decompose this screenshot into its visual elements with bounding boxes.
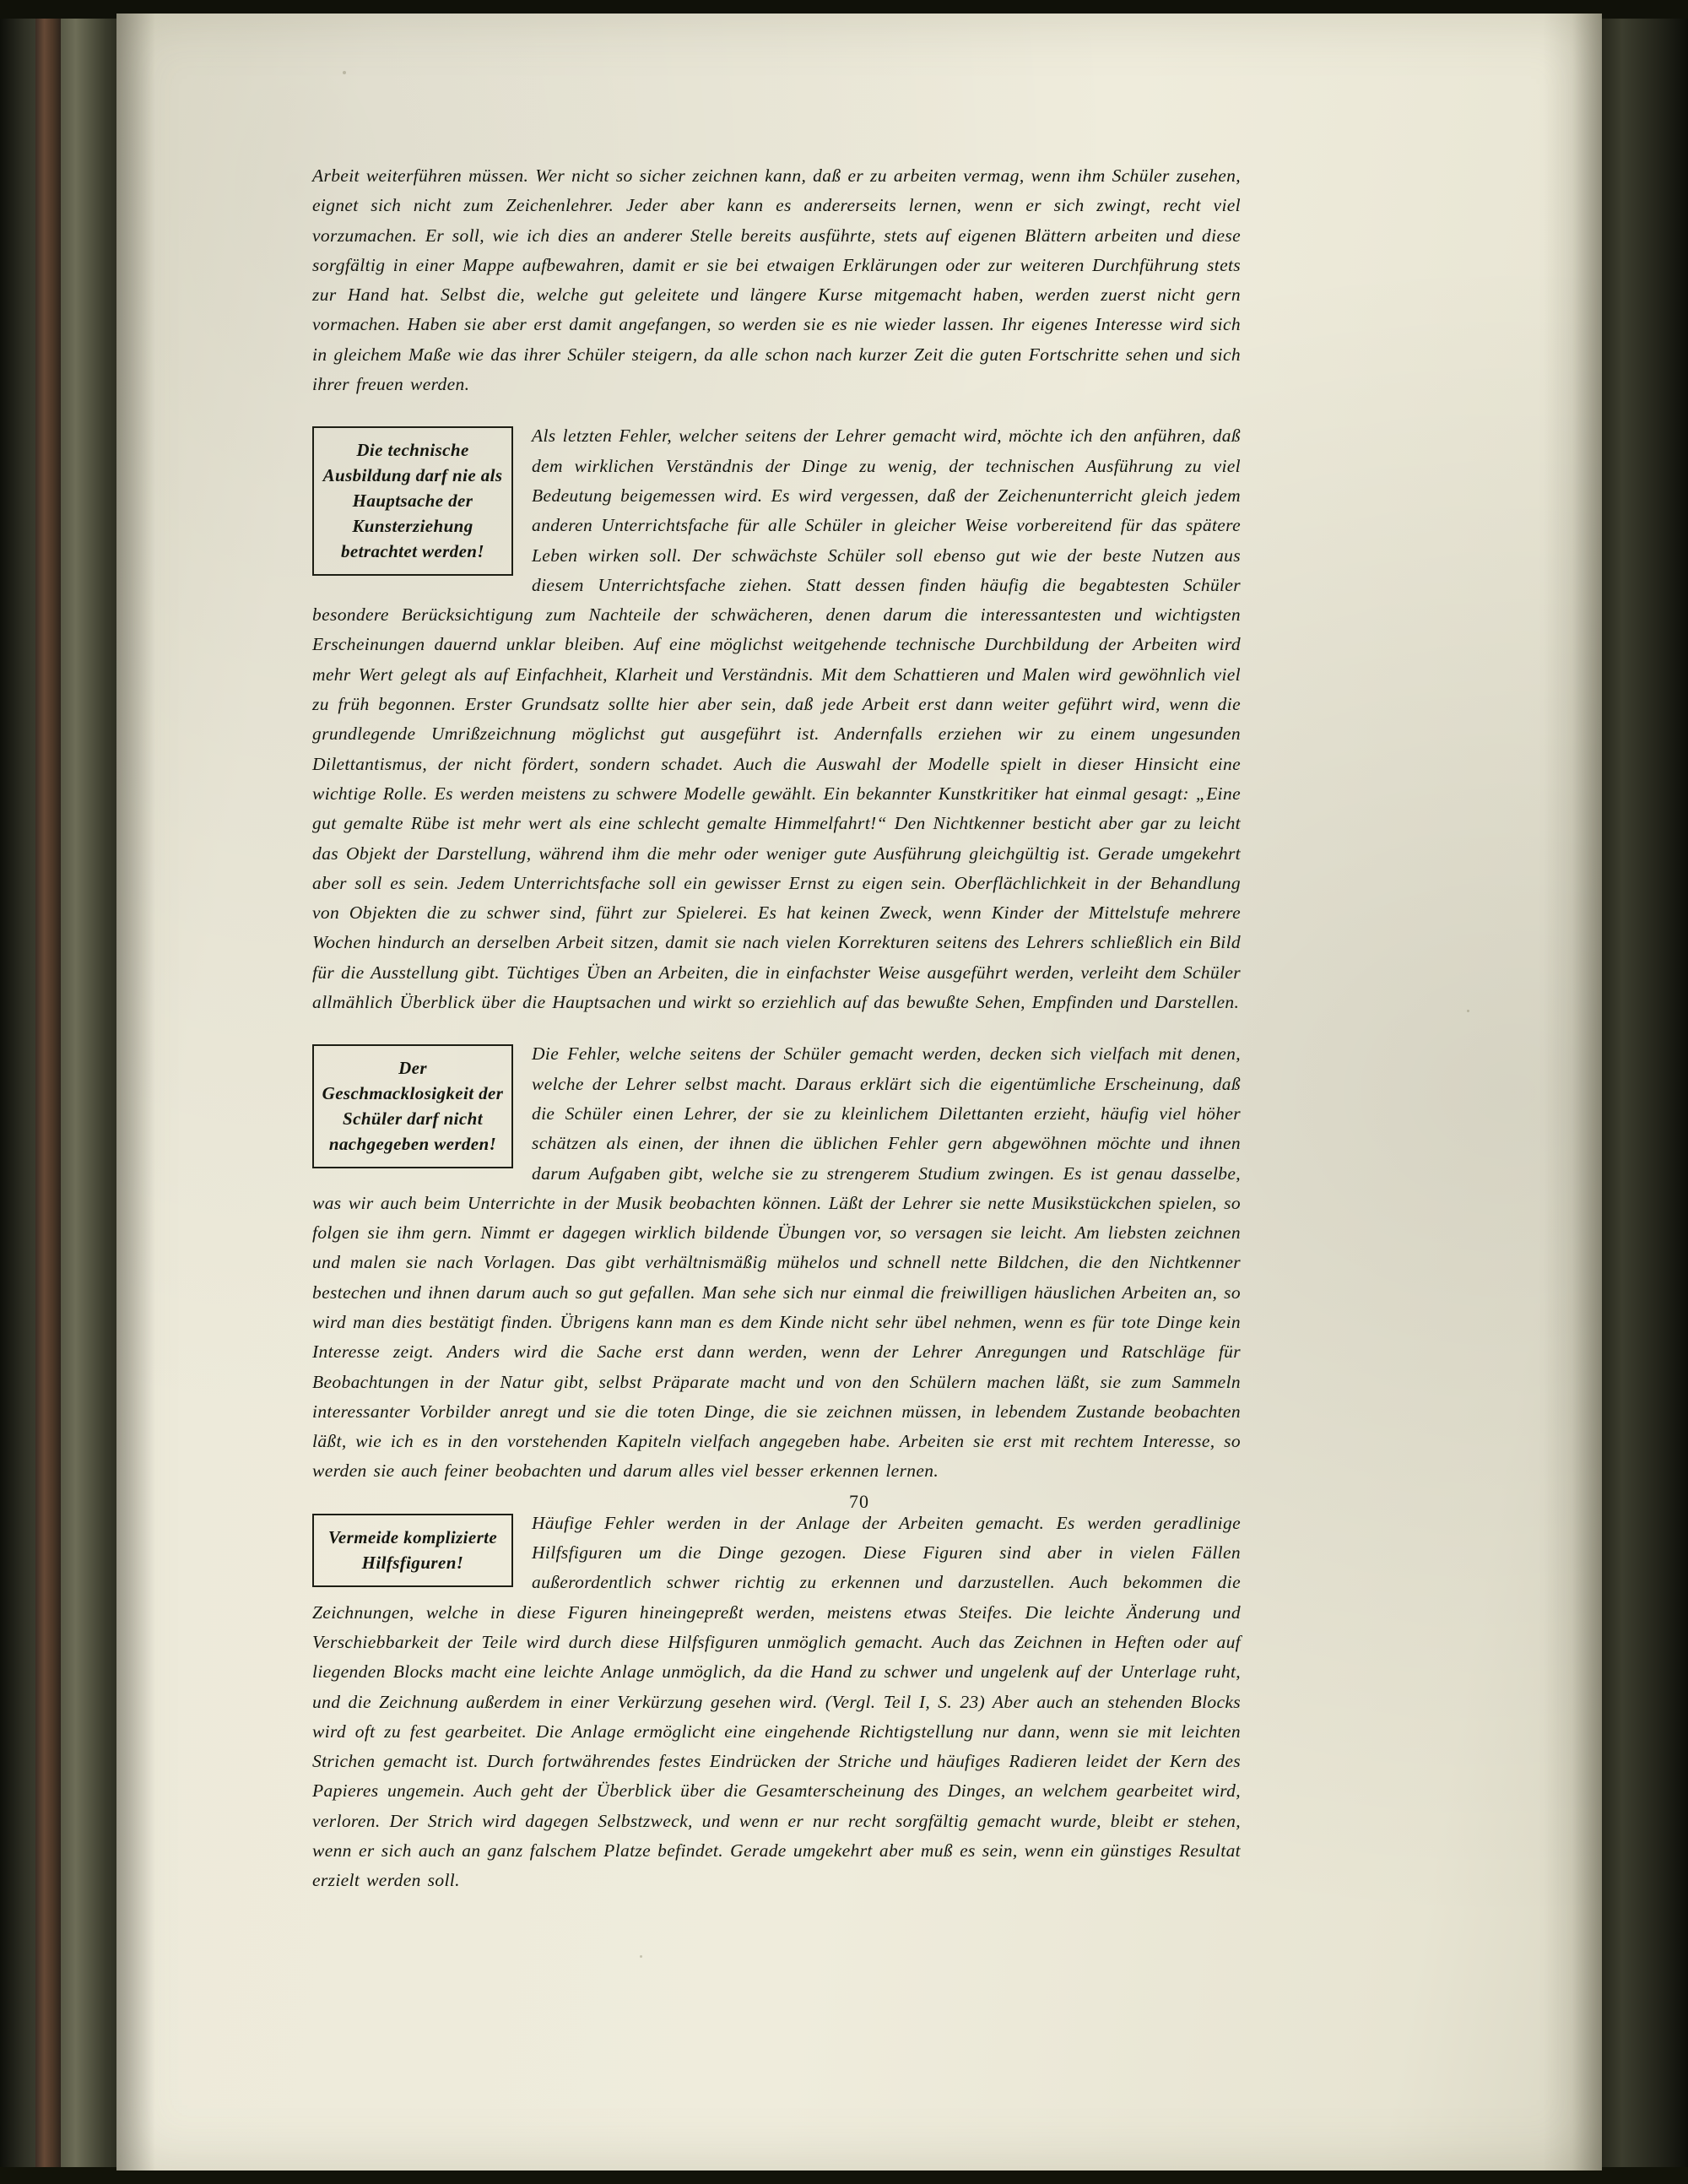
text-column [312, 161, 1241, 1896]
paper-speck [640, 1955, 642, 1958]
paragraph-2: Als letzten Fehler, welcher seitens der Lehrer gemacht wird, möchte ich den anführen, daß dem wirklichen Verständnis der Dinge zu wenig, der technischen Ausführung zu viel Bedeutung beigemessen wird. Es wird vergessen, daß der Zeichenunterricht gleich jedem anderen Unterrichtsfache für alle Schüler in gleicher Weise vorbereitend für das spätere Leben wirken soll. Der schwächste Schüler soll ebenso gut wie der beste Nutzen aus diesem Unterrichtsfache ziehen. Statt dessen finden häufig die begabtesten Schüler besondere Berücksichtigung zum Nachteile der schwächeren, denen darum die interessantesten und wichtigsten Erscheinungen dauernd unklar bleiben. Auf eine möglichst weitgehende technische Durchbildung der Arbeiten wird mehr Wert gelegt als auf Einfachheit, Klarheit und Verständnis. Mit dem Schattieren und Malen wird gewöhnlich viel zu früh begonnen. Erster Grundsatz sollte hier aber sein, daß jede Arbeit erst dann weiter geführt wird, wenn die grundlegende Umrißzeichnung möglichst gut ausgeführt ist. Andernfalls erziehen wir zu einem ungesunden Dilettantismus, der nicht fördert, sondern schadet. Auch die Auswahl der Modelle spielt in dieser Hinsicht eine wichtige Rolle. Es werden meistens zu schwere Modelle gewählt. Ein bekannter Kunstkritiker hat einmal gesagt: „Eine gut gemalte Rübe ist mehr wert als eine schlecht gemalte Himmelfahrt!“ Den Nichtkenner besticht aber gar zu leicht das Objekt der Darstellung, während ihm die mehr oder weniger gute Ausführung gleichgültig ist. Gerade umgekehrt aber soll es sein. Jedem Unterrichtsfache soll ein gewisser Ernst zu eigen sein. Oberflächlichkeit in der Behandlung von Objekten die zu schwer sind, führt zur Spielerei. Es hat keinen Zweck, wenn Kinder der Mittelstufe mehrere Wochen hindurch an derselben Arbeit sitzen, damit sie nach vielen Korrekturen seitens des Lehrers schließlich ein Bild für die Ausstellung gibt. Tüchtiges Üben an Arbeiten, die in einfachster Weise ausgeführt werden, verleiht dem Schüler allmählich Überblick über die Hauptsachen und wirkt so erziehlich auf das bewußte Sehen, Empfinden und Darstellen. [312, 425, 1241, 1013]
page-right-shadow [1543, 14, 1602, 2170]
page-left-shadow [116, 14, 155, 2170]
paper-speck [1467, 1010, 1469, 1012]
scan-left-background [0, 0, 135, 2184]
book-page [116, 14, 1602, 2170]
scan-right-background [1587, 0, 1688, 2184]
paragraph-gap [312, 399, 1241, 421]
paragraph-3: Die Fehler, welche seitens der Schüler gemacht werden, decken sich vielfach mit denen, welche der Lehrer selbst macht. Daraus erklärt sich die eigentümliche Erscheinung, daß die Schüler einen Lehrer, der sie zu kleinlichem Dilettanten erzieht, häufig viel höher schätzen als einen, der ihnen die üblichen Fehler gern abgewöhnen möchte und ihnen darum Aufgaben gibt, welche sie zu strengerem Studium zwingen. Es ist genau dasselbe, was wir auch beim Unterrichte in der Musik beobachten können. Läßt der Lehrer sie nette Musikstückchen spielen, so folgen sie ihm gern. Nimmt er dagegen wirklich bildende Übungen vor, so versagen sie leicht. Am liebsten zeichnen und malen sie nach Vorlagen. Das gibt verhältnismäßig mühelos und schnell nette Bildchen, die den Nichtkenner bestechen und ihnen darum auch so gut gefallen. Man sehe sich nur einmal die freiwilligen häuslichen Arbeiten an, so wird man dies bestätigt finden. Übrigens kann man es dem Kinde nicht sehr übel nehmen, wenn es für tote Dinge kein Interesse zeigt. Anders wird die Sache erst dann werden, wenn der Lehrer Anregungen und Ratschläge für Beobachtungen in der Natur gibt, selbst Präparate macht und von den Schülern machen läßt, sie zum Sammeln interessanter Vorbilder anregt und sie die toten Dinge, die sie zeichnen müssen, in lebendem Zustande beobachten läßt, wie ich es in den vorstehenden Kapiteln vielfach angegeben habe. Arbeiten sie erst mit rechtem Interesse, so werden sie auch feiner beobachten und darum alles viel besser erkennen lernen. [312, 1043, 1241, 1482]
marginal-note-1: Die technische Ausbildung darf nie als Hauptsache der Kunsterziehung betrachtet werden! [312, 426, 513, 576]
paragraph-1: Arbeit weiterführen müssen. Wer nicht so sicher zeichnen kann, daß er zu arbeiten vermag, wenn ihm Schüler zusehen, eignet sich nicht zum Zeichenlehrer. Jeder aber kann es andererseits lernen, wenn er sich zwingt, recht viel vorzumachen. Er soll, wie ich dies an anderer Stelle bereits ausführte, stets auf eigenen Blättern arbeiten und diese sorgfältig in einer Mappe aufbewahren, damit er sie bei etwaigen Erklärungen oder zur weiteren Durchführung stets zur Hand hat. Selbst die, welche gut geleitete und längere Kurse mitgemacht haben, werden zuerst nicht gern vormachen. Haben sie aber erst damit angefangen, so werden sie es nie wieder lassen. Ihr eigenes Interesse wird sich in gleichem Maße wie das ihrer Schüler steigern, da alle schon nach kurzer Zeit die guten Fortschritte sehen und sich ihrer freuen werden. [312, 165, 1241, 395]
page-number: 70 [849, 1491, 869, 1512]
marginal-note-2: Der Geschmacklosigkeit der Schüler darf nicht nachgegeben werden! [312, 1044, 513, 1168]
paper-speck [343, 71, 346, 74]
book-binding [35, 15, 61, 2168]
marginal-note-3: Vermeide komplizierte Hilfsfiguren! [312, 1514, 513, 1587]
paragraph-4: Häufige Fehler werden in der Anlage der Arbeiten gemacht. Es werden geradlinige Hilfsfiguren um die Dinge gezogen. Diese Figuren sind aber in vielen Fällen außerordentlich schwer richtig zu erkennen und darzustellen. Auch bekommen die Zeichnungen, welche in diese Figuren hineingepreßt werden, meistens etwas Steifes. Die leichte Änderung und Verschiebbarkeit der Teile wird durch diese Hilfsfiguren unmöglich gemacht. Auch das Zeichnen in Heften oder auf liegenden Blocks macht eine leichte Anlage unmöglich, da die Hand zu schwer und ungelenk auf der Unterlage ruht, und die Zeichnung außerdem in einer Verkürzung gesehen wird. (Vergl. Teil I, S. 23) Aber auch an stehenden Blocks wird oft zu fest gearbeitet. Die Anlage ermöglicht eine eingehende Richtigstellung nur dann, wenn sie mit leichten Strichen gemacht ist. Durch fortwährendes festes Eindrücken der Striche und häufiges Radieren leidet der Kern des Papieres ungemein. Auch geht der Überblick über die Gesamterscheinung des Dinges, an welchem gearbeitet wird, verloren. Der Strich wird dagegen Selbstzweck, und wenn er nur recht sorgfältig gemacht wurde, bleibt er stehen, wenn er sich auch an ganz falschem Platze befindet. Gerade umgekehrt aber muß es sein, wenn ein günstiges Resultat erzielt werden soll. [312, 1512, 1241, 1891]
paragraph-gap [312, 1017, 1241, 1039]
